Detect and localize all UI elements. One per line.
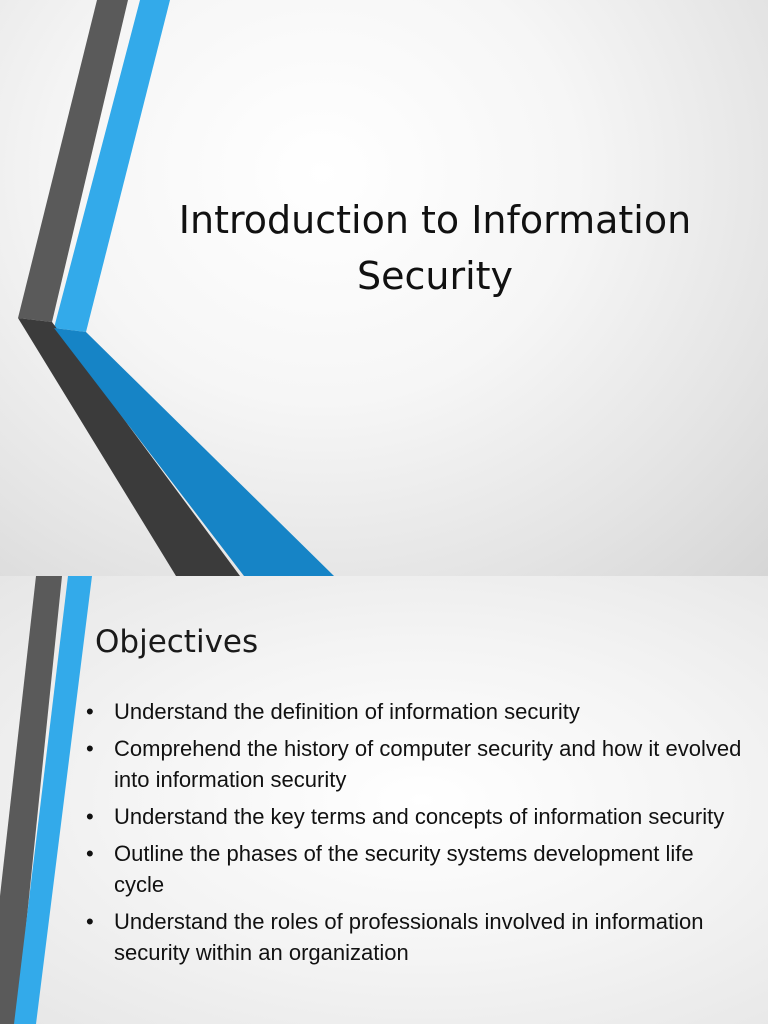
- title-line-1: Introduction to Information: [178, 198, 692, 242]
- list-item: [84, 906, 744, 968]
- objectives-slide: [0, 576, 768, 1024]
- bullet-icon: •: [86, 699, 94, 724]
- list-item-text: Understand the key terms and concepts of information security: [114, 804, 725, 829]
- bullet-icon: •: [86, 841, 94, 866]
- list-item: [84, 733, 744, 795]
- dark-band-lower: [18, 318, 240, 576]
- list-item-text: Outline the phases of the security systems development life cycle: [114, 841, 694, 897]
- bullet-icon: •: [86, 736, 94, 761]
- bullet-icon: •: [86, 909, 94, 934]
- list-item-text: Comprehend the history of computer security and how it evolved into information security: [114, 736, 742, 792]
- slide-heading: Objectives: [95, 624, 259, 660]
- objectives-list: [84, 696, 744, 974]
- title-line-2: Security: [356, 254, 514, 298]
- list-item: [84, 696, 744, 727]
- slide-title: [130, 192, 740, 304]
- list-item: [84, 801, 744, 832]
- list-item: [84, 838, 744, 900]
- list-item-text: Understand the definition of information security: [114, 699, 580, 724]
- bullet-icon: •: [86, 804, 94, 829]
- list-item-text: Understand the roles of professionals involved in information security within an organization: [114, 909, 704, 965]
